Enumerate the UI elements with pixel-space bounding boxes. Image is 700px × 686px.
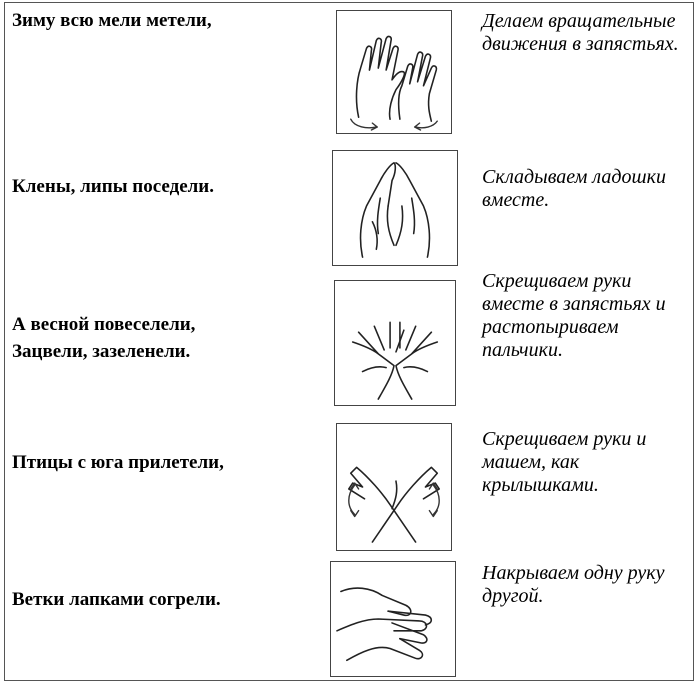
instruction-text: Накрываем одну руку другой. [482, 562, 665, 607]
instruction-text: Скрещиваем руки вместе в запястьях и растопыриваем пальчики. [482, 270, 666, 361]
instruction-text: Скрещиваем руки и машем, как крылышками. [482, 428, 647, 496]
rotating-wrists-icon [336, 10, 452, 134]
verse-line: Зацвели, зазеленели. [12, 341, 191, 362]
instruction-text: Складываем ладошки вместе. [482, 166, 666, 211]
verse-line: Зиму всю мели метели, [12, 10, 212, 31]
palms-together-icon [332, 150, 458, 266]
verse-line: Ветки лапками согрели. [12, 589, 221, 610]
hand-over-hand-icon [330, 561, 456, 677]
instruction-text: Делаем вращательные движения в запястьях. [482, 10, 679, 55]
crossed-wrists-spread-fingers-icon [334, 280, 456, 406]
verse-line: Птицы с юга прилетели, [12, 452, 224, 473]
crossed-hands-waving-icon [336, 423, 452, 551]
verse-line: Клены, липы поседели. [12, 176, 214, 197]
verse-line: А весной повеселели, [12, 314, 196, 335]
